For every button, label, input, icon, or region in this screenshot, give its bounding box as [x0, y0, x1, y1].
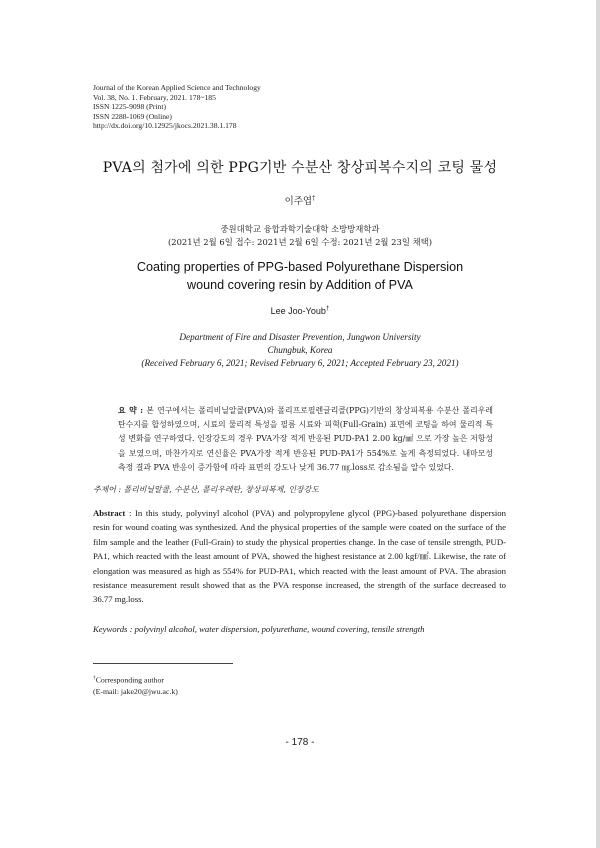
doi-link[interactable]: http://dx.doi.org/10.12925/jkocs.2021.38.1.178: [93, 121, 237, 131]
korean-abstract-body: 본 연구에서는 폴리비닐알콜(PVA)와 폴리프로필렌글리콜(PPG)기반의 창상피복용 수분산 폴리우레탄수지를 합성하였으며, 시료의 물리적 특성을 필름 시료와 피혁(Full-Grain) 표면에 코팅을 하여 물리적 특성 변화를 연구하였다. 인장강도의 경우 PVA가장 적게 반응된 PUD-PA1 2.00 kg/㎟ 으로 가장 높은 저항성을 보였으며, 마찬가지로 연신율은 PVA가장 적게 반응된 PUD-PA1가 554%로 높게 측정되었다. 내마모성 측정 결과 PVA 반응이 증가함에 따라 표면의 강도나 낮게 36.77 ㎎.loss로 감소됨을 알수 있었다.: [118, 406, 493, 472]
english-author-name: Lee Joo-Youb: [270, 306, 326, 316]
english-author: [0, 305, 600, 316]
footnote-divider: [93, 663, 233, 664]
footnote: [93, 673, 393, 698]
page-edge-shadow: [596, 0, 600, 848]
english-affiliation-line2: Chungbuk, Korea: [267, 345, 333, 356]
korean-author: [0, 193, 600, 207]
english-dates: (Received February 6, 2021; Revised February 6, 2021; Accepted February 23, 2021): [141, 358, 459, 369]
korean-keywords: 주제어 : 폴리비닐알콜, 수분산, 폴리우레탄, 창상피복제, 인장강도: [93, 485, 319, 494]
journal-name: Journal of the Korean Applied Science and Technology: [93, 83, 261, 92]
english-affiliation-block: [0, 331, 600, 371]
corresponding-email: (E-mail: jake20@jwu.ac.k): [93, 687, 178, 697]
korean-dates: (2021년 2월 6일 접수: 2021년 2월 6일 수정: 2021년 2월 23일 채택): [167, 237, 433, 247]
english-affiliation-line1: Department of Fire and Disaster Prevention, Jungwon University: [179, 332, 421, 342]
english-abstract: [93, 506, 506, 607]
english-title: [0, 258, 600, 294]
author-dagger-mark: †: [312, 193, 316, 202]
english-keywords: Keywords : polyvinyl alcohol, water dispersion, polyurethane, wound covering, tensile strength: [93, 624, 425, 634]
journal-info: [93, 83, 473, 131]
english-author-dagger-mark: †: [325, 305, 330, 312]
korean-abstract-lead: 요 약 :: [118, 406, 144, 415]
journal-volume: Vol. 38, No. 1. February, 2021. 178~185: [93, 92, 216, 102]
english-title-line1: Coating properties of PPG-based Polyurethane Dispersion: [136, 260, 464, 274]
korean-title: PVA의 첨가에 의한 PPG기반 수분산 창상피복수지의 코팅 물성: [102, 160, 498, 176]
footnote-dagger-mark: †: [93, 675, 96, 681]
issn-print: ISSN 1225-9098 (Print): [93, 102, 166, 112]
issn-online: ISSN 2288-1069 (Online): [93, 111, 172, 121]
corresponding-author-label: Corresponding author: [95, 675, 164, 685]
english-abstract-lead: Abstract: [93, 508, 126, 518]
english-abstract-body: : In this study, polyvinyl alcohol (PVA) and polypropylene glycol (PPG)-based polyurethane dispersion resin for wound coating was synthesized. And the physical properties of the sample were coated on the surface of the film sample and the leather (Full-Grain) to study the physical properties change. In the case of tensile strength, PUD-PA1, which reacted with the least amount of PVA, showed the highest resistance at 2.00 kgf/㎟. Likewise, the rate of elongation was measured as high as 554% for PUD-PA1, which reacted with the least amount of PVA. The abrasion resistance measurement result showed that as the PVA response increased, the strength of the surface decreased to 36.77 mg.loss.: [93, 508, 506, 605]
korean-author-name: 이주엽: [284, 196, 313, 207]
korean-affiliation: 중원대학교 융합과학기술대학 소방방재학과: [220, 224, 380, 234]
page-number: - 178 -: [285, 737, 315, 748]
english-title-line2: wound covering resin by Addition of PVA: [187, 278, 413, 292]
korean-affiliation-block: [0, 223, 600, 249]
korean-abstract: [118, 404, 493, 475]
